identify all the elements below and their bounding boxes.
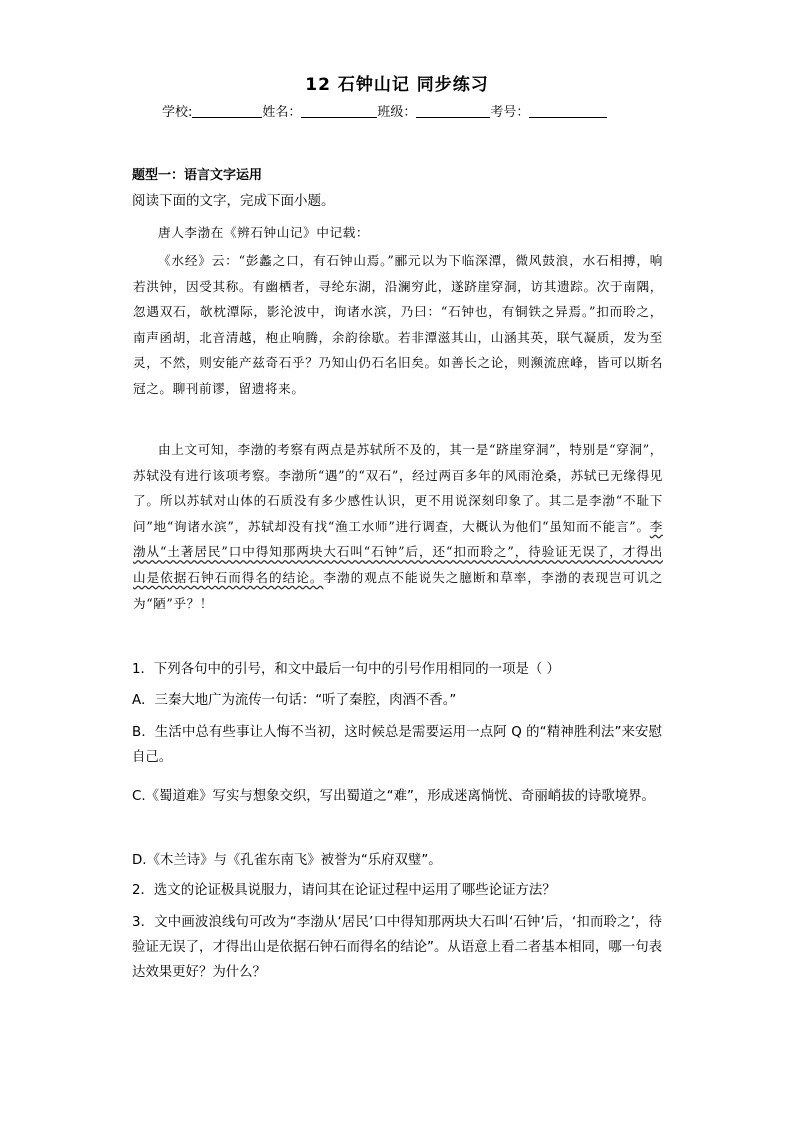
wavy-underlined-sentence: 李渤从“土著居民”口中得知那两块大石叫“石钟”后，还“扣而聆之”，待验证无误了，才得出山是依据石钟石而得名的结论。 [133,518,663,585]
number-blank[interactable] [529,103,607,118]
option-d: D.《木兰诗》与《孔雀东南飞》被誉为“乐府双璧”。 [132,853,442,868]
student-info-line [162,101,607,120]
question-1: 1．下列各句中的引号，和文中最后一句中的引号作用相同的一项是（ ） [132,662,560,677]
class-label: 班级： [377,105,417,120]
passage-analysis-text-1: 由上文可知，李渤的考察有两点是苏轼所不及的，其一是“跻崖穿洞”，特别是“穿洞”，苏轼没有进行该项考察。李渤所“遇”的“双石”，经过两百多年的风雨沧桑，苏轼已无缘得见了。所以苏轼对山体的石质没有多少感性认识，更不用说深刻印象了。其二是李渤“不耻下问”地“询诸水滨”，苏轼却没有找“渔工水师”进行调查，大概认为他们“虽知而不能言”。 [133,442,663,534]
class-blank[interactable] [416,103,490,118]
name-blank[interactable] [301,103,377,118]
passage-quote: 《水经》云：“彭蠡之口，有石钟山焉。”郦元以为下临深潭，微风鼓浪，水石相搏，响若洪钟，因受其称。有幽栖者，寻纶东湖，沿澜穷此，遂跻崖穿洞，访其遗踪。次于南隅，忽遇双石，欹枕潭际，影沦波中，询诸水滨，乃曰：“石钟也，有铜铁之异焉。”扣而聆之，南声函胡，北音清越，枹止响腾，余韵徐歇。若非潭滋其山，山涵其英，联气凝质，发为至灵，不然，则安能产兹奇石乎？乃知山仍石名旧矣。如善长之论，则濒流庶峰，皆可以斯名冠之。聊刊前谬，留遗将来。 [133,253,663,396]
option-c: C.《蜀道难》写实与想象交织，写出蜀道之“难”，形成迷离惝恍、奇丽峭拔的诗歌境界。 [132,789,655,804]
section-instruction: 阅读下面的文字，完成下面小题。 [132,193,335,209]
school-label: 学校: [162,105,193,120]
question-3: 3．文中画波浪线句可改为“李渤从‘居民’口中得知那两块大石叫‘石钟’后，‘扣而聆之’，待验证无误了，才得出山是依据石钟石而得名的结论”。从语意上看二者基本相同，哪一句表达效果更好？为什么？ [132,915,662,980]
question-2: 2．选文的论证极具说服力，请问其在论证过程中运用了哪些论证方法？ [132,883,556,898]
number-label: 考号： [490,105,530,120]
option-a: A．三秦大地广为流传一句话：“听了秦腔，肉酒不香。” [132,693,457,708]
option-b: B．生活中总有些事让人悔不当初，这时候总是需要运用一点阿 Q 的“精神胜利法”来安慰自己。 [132,725,662,765]
passage-analysis-text-2: 李渤的观点不能说失之臆断和草率，李渤的表现岂可讥之为“陋”乎？！ [133,569,663,611]
passage-intro: 唐人李渤在《辨石钟山记》中记载： [158,225,370,240]
page-title: 12 石钟山记 同步练习 [305,75,489,95]
passage-analysis [133,437,663,616]
school-blank[interactable] [192,103,262,118]
name-label: 姓名： [262,105,302,120]
section-title: 题型一：语言文字运用 [132,168,263,183]
